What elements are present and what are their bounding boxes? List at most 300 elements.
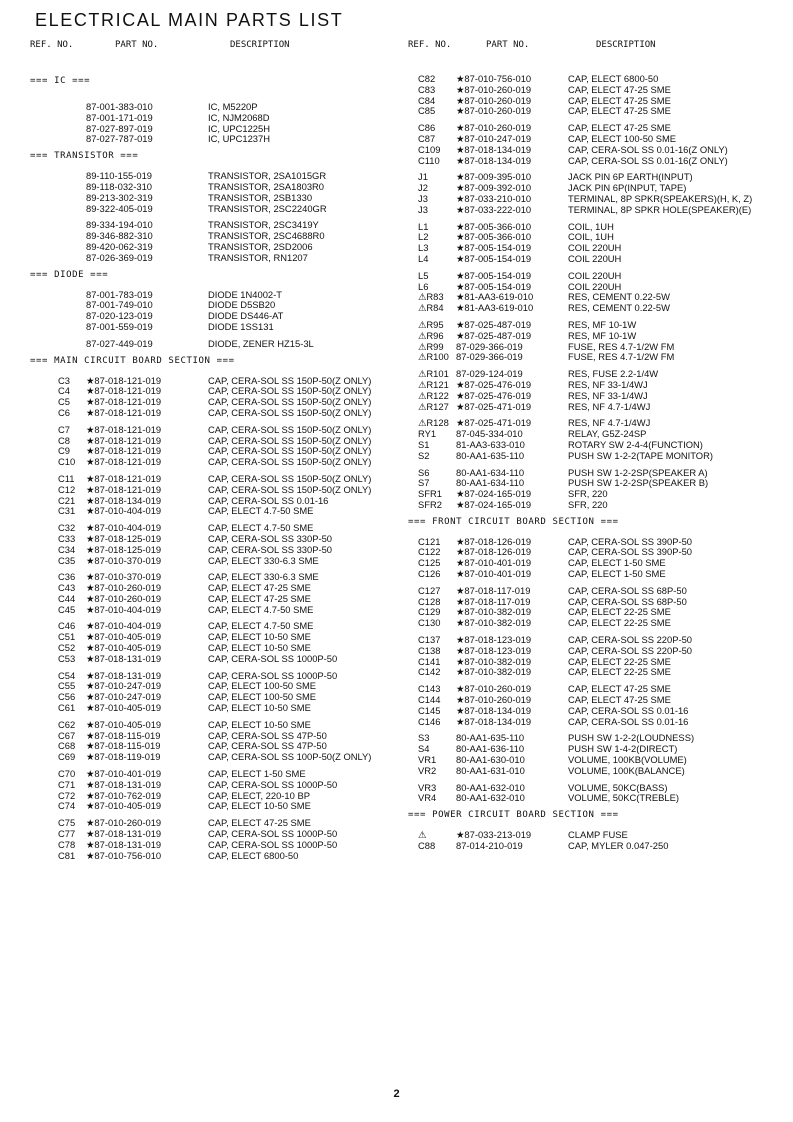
part-no: ★87-010-260-019 [456, 94, 532, 106]
part-no: ★87-010-404-019 [86, 505, 162, 517]
ref-no: VR3 [418, 781, 437, 793]
part-no: ★87-018-134-019 [456, 143, 532, 155]
description: TRANSISTOR, 2SC2240GR [208, 202, 327, 214]
ref-no: RY1 [418, 428, 437, 440]
description: CAP, CERA-SOL SS 150P-50(Z ONLY) [208, 472, 372, 484]
ref-no: C128 [418, 595, 441, 607]
part-no: ★87-018-121-019 [86, 483, 162, 495]
header-description: DESCRIPTION [596, 40, 656, 50]
part-no: ★87-033-213-019 [456, 829, 532, 841]
section-heading: === MAIN CIRCUIT BOARD SECTION === [30, 355, 235, 366]
ref-no: C62 [58, 718, 76, 730]
part-row [408, 331, 778, 342]
part-no: ★87-010-260-019 [456, 83, 532, 95]
part-row [408, 271, 778, 282]
description: TERMINAL, 8P SPKR(SPEAKERS)(H, K, Z) [568, 192, 753, 204]
ref-no: J1 [418, 171, 428, 183]
part-row [408, 254, 778, 265]
ref-no: C81 [58, 849, 76, 861]
ref-no: C138 [418, 644, 441, 656]
ref-no: ⚠R128 [418, 417, 449, 429]
ref-no: C69 [58, 751, 76, 763]
description: CAP, ELECT 47-25 SME [568, 122, 671, 134]
description: CAP, ELECT 100-50 SME [208, 691, 317, 703]
ref-no: S2 [418, 449, 430, 461]
description: COIL 220UH [568, 252, 622, 264]
ref-no: C75 [58, 817, 76, 829]
description: CAP, ELECT 47-25 SME [568, 94, 671, 106]
part-no: 87-001-383-010 [86, 101, 153, 112]
part-row [408, 618, 778, 629]
part-no: ★87-018-121-019 [86, 396, 162, 408]
part-no: ★81-AA3-619-010 [456, 302, 534, 314]
description: COIL 220UH [568, 242, 622, 254]
ref-no: C12 [58, 483, 76, 495]
ref-no: L2 [418, 231, 429, 243]
description: JACK PIN 6P EARTH(INPUT) [568, 171, 693, 183]
part-no: 81-AA3-633-010 [456, 438, 525, 450]
description: CAP, ELECT 47-25 SME [568, 83, 671, 95]
part-no: 80-AA1-630-010 [456, 754, 525, 766]
description: RES, MF 10-1W [568, 318, 637, 330]
ref-no: L4 [418, 252, 429, 264]
description: CAP, CERA-SOL SS 150P-50(Z ONLY) [208, 423, 372, 435]
part-no: ★87-010-370-019 [86, 571, 162, 583]
parts-column-left [30, 40, 395, 861]
part-no: ★87-010-260-019 [456, 683, 532, 695]
part-no: ★87-005-154-019 [456, 242, 532, 254]
part-no: ★87-018-131-019 [86, 652, 162, 664]
ref-no: C10 [58, 456, 76, 468]
description: CAP, ELECT 330-6.3 SME [208, 571, 319, 583]
part-row [408, 451, 778, 462]
part-no: ★87-018-125-019 [86, 543, 162, 555]
description: CAP, ELECT, 220-10 BP [208, 789, 310, 801]
part-no: 87-027-787-019 [86, 133, 153, 145]
ref-no: C35 [58, 554, 76, 566]
ref-no: C67 [58, 729, 76, 741]
description: CAP, MYLER 0.047-250 [568, 840, 669, 852]
description: CAP, CERA-SOL SS 0.01-16 [208, 494, 329, 506]
part-no: ★87-025-487-019 [456, 318, 532, 330]
description: SFR, 220 [568, 498, 608, 510]
description: CAP, CERA-SOL SS 150P-50(Z ONLY) [208, 396, 372, 408]
description: CAP, ELECT 22-25 SME [568, 655, 671, 667]
part-row [408, 717, 778, 728]
part-row [30, 204, 395, 215]
part-row [30, 113, 395, 124]
part-no: ★87-010-260-019 [86, 817, 162, 829]
description: CAP, CERA-SOL SS 150P-50(Z ONLY) [208, 483, 372, 495]
part-no: 87-027-897-019 [86, 122, 153, 134]
column-header [408, 40, 778, 54]
ref-no: C72 [58, 789, 76, 801]
part-no: ★87-010-260-019 [86, 592, 162, 604]
part-no: ★87-005-366-010 [456, 220, 532, 232]
part-no: ★87-018-123-019 [456, 644, 532, 656]
part-row [30, 506, 395, 517]
description: VOLUME, 100K(BALANCE) [568, 764, 685, 776]
part-no: ★87-010-247-019 [86, 691, 162, 703]
part-row [30, 457, 395, 468]
description: JACK PIN 6P(INPUT, TAPE) [568, 182, 687, 194]
description: CAP, CERA-SOL SS 1000P-50 [208, 778, 338, 790]
part-no: ★87-018-115-019 [86, 729, 161, 741]
part-no: ★87-010-404-019 [86, 620, 162, 632]
part-row [30, 605, 395, 616]
part-no: 80-AA1-635-110 [456, 732, 525, 744]
ref-no: ⚠R96 [418, 329, 444, 341]
description: CAP, ELECT 10-50 SME [208, 702, 311, 714]
description: CAP, ELECT 1-50 SME [568, 557, 666, 569]
ref-no: C46 [58, 620, 76, 632]
ref-no: L3 [418, 242, 429, 254]
part-no: ★87-033-222-010 [456, 203, 532, 215]
description: CAP, CERA-SOL SS 0.01-16 [568, 715, 689, 727]
ref-no: S6 [418, 466, 430, 478]
part-row [408, 106, 778, 117]
description: CAP, CERA-SOL SS 0.01-16(Z ONLY) [568, 154, 728, 166]
ref-no: C88 [418, 840, 436, 852]
section-heading: === IC === [30, 76, 91, 86]
part-no: 80-AA1-632-010 [456, 792, 525, 804]
ref-no: C5 [58, 396, 70, 408]
description: CAP, CERA-SOL SS 1000P-50 [208, 838, 338, 850]
description: CAP, ELECT 1-50 SME [568, 568, 666, 580]
part-no: ★87-018-126-019 [456, 546, 532, 558]
description: VOLUME, 50KC(BASS) [568, 781, 668, 793]
ref-no: S1 [418, 438, 430, 450]
part-no: ★87-010-401-019 [456, 557, 532, 569]
part-no: ★87-018-117-019 [456, 584, 531, 596]
ref-no: C110 [418, 154, 440, 166]
ref-no: C83 [418, 83, 436, 95]
part-row [30, 545, 395, 556]
description: RES, MF 10-1W [568, 329, 637, 341]
parts-list-right [408, 74, 778, 852]
parts-list-left [30, 74, 395, 861]
part-no: ★87-018-131-019 [86, 828, 162, 840]
part-row [408, 667, 778, 678]
description: CAP, CERA-SOL SS 330P-50 [208, 543, 333, 555]
description: CAP, CERA-SOL SS 0.01-16(Z ONLY) [568, 143, 728, 155]
ref-no: C34 [58, 543, 76, 555]
part-no: ★87-010-401-019 [456, 568, 532, 580]
ref-no: C43 [58, 582, 76, 594]
ref-no: C144 [418, 694, 441, 706]
part-row [30, 752, 395, 763]
description: CAP, ELECT 10-50 SME [208, 718, 311, 730]
ref-no: L6 [418, 280, 429, 292]
ref-no: C52 [58, 642, 76, 654]
part-row [408, 85, 778, 96]
part-no: ★87-025-476-019 [456, 378, 532, 390]
part-row [30, 801, 395, 812]
description: PUSH SW 1-4-2(DIRECT) [568, 743, 678, 755]
part-no: ★87-018-126-019 [456, 535, 532, 547]
ref-no: C142 [418, 666, 441, 678]
ref-no: C125 [418, 557, 441, 569]
part-no: ★87-010-762-019 [86, 789, 162, 801]
ref-no: C44 [58, 592, 76, 604]
description: CAP, ELECT 4.7-50 SME [208, 505, 314, 517]
description: PUSH SW 1-2-2SP(SPEAKER B) [568, 477, 709, 489]
section-heading: === DIODE === [30, 269, 109, 280]
description: DIODE, ZENER HZ15-3L [208, 337, 314, 349]
ref-no: C61 [58, 702, 76, 714]
ref-no: ⚠R95 [418, 318, 444, 330]
description: FUSE, RES 4.7-1/2W FM [568, 351, 675, 363]
part-no: 89-420-062-319 [86, 240, 153, 252]
part-no: 87-001-783-019 [86, 288, 153, 300]
ref-no: J3 [418, 203, 428, 215]
part-row [30, 654, 395, 665]
description: CAP, CERA-SOL SS 47P-50 [208, 740, 327, 752]
part-no: ★87-018-121-019 [86, 423, 162, 435]
description: CAP, ELECT 330-6.3 SME [208, 554, 319, 566]
ref-no: C3 [58, 374, 70, 386]
part-no: 87-029-366-019 [456, 351, 523, 363]
description: CAP, ELECT 10-50 SME [208, 800, 311, 812]
ref-no: C7 [58, 423, 70, 435]
description: IC, UPC1225H [208, 122, 271, 134]
part-no: ★87-010-382-019 [456, 606, 532, 618]
ref-no: C8 [58, 434, 70, 446]
part-row [30, 425, 395, 436]
description: CAP, ELECT 22-25 SME [568, 666, 671, 678]
ref-no: C87 [418, 132, 436, 144]
ref-no: C109 [418, 143, 441, 155]
description: CAP, ELECT 47-25 SME [568, 683, 671, 695]
description: COIL, 1UH [568, 220, 614, 232]
part-row [30, 322, 395, 333]
part-no: ★87-005-366-010 [456, 231, 532, 243]
part-row [408, 303, 778, 314]
part-no: ★87-025-471-019 [456, 400, 532, 412]
description: IC, NJM2068D [208, 111, 270, 123]
section-heading: === FRONT CIRCUIT BOARD SECTION === [408, 516, 619, 527]
section-heading: === POWER CIRCUIT BOARD SECTION === [408, 810, 619, 821]
description: SFR, 220 [568, 488, 608, 500]
ref-no: C11 [58, 472, 75, 484]
description: CAP, ELECT 6800-50 [208, 849, 299, 861]
description: CAP, CERA-SOL SS 1000P-50 [208, 828, 338, 840]
part-row [30, 134, 395, 145]
description: VOLUME, 100KB(VOLUME) [568, 754, 687, 766]
part-no: ★87-010-405-019 [86, 642, 162, 654]
description: IC, UPC1237H [208, 133, 271, 145]
part-no: ★87-010-401-019 [86, 768, 162, 780]
ref-no: C85 [418, 105, 436, 117]
ref-no: C141 [418, 655, 441, 667]
part-no: ★87-024-165-019 [456, 498, 532, 510]
part-row [30, 485, 395, 496]
part-row [408, 793, 778, 804]
part-no: ★87-010-382-019 [456, 666, 532, 678]
ref-no: C121 [418, 535, 441, 547]
ref-no: C78 [58, 838, 76, 850]
part-row [30, 840, 395, 851]
part-no: ★87-018-131-019 [86, 778, 162, 790]
part-no: ★87-018-121-019 [86, 406, 162, 418]
part-no: 80-AA1-634-110 [456, 477, 525, 489]
description: TRANSISTOR, RN1207 [208, 251, 308, 263]
description: RES, NF 4.7-1/4WJ [568, 400, 651, 412]
part-no: ★87-010-405-019 [86, 631, 162, 643]
part-row [30, 339, 395, 350]
part-no: ★87-010-404-019 [86, 603, 162, 615]
part-no: ★87-010-405-019 [86, 718, 162, 730]
part-row [408, 841, 778, 852]
part-no: ★87-018-121-019 [86, 472, 162, 484]
description: CAP, CERA-SOL SS 68P-50 [568, 595, 687, 607]
ref-no: ⚠R100 [418, 351, 449, 363]
description: VOLUME, 50KC(TREBLE) [568, 792, 679, 804]
part-no: 89-322-405-019 [86, 202, 153, 214]
part-no: ★87-010-260-019 [456, 122, 532, 134]
part-no: 87-027-449-019 [86, 337, 153, 349]
ref-no: SFR2 [418, 498, 442, 510]
description: COIL, 1UH [568, 231, 614, 243]
description: RES, NF 33-1/4WJ [568, 389, 648, 401]
ref-no: C137 [418, 634, 441, 646]
part-no: 89-334-194-010 [86, 219, 153, 231]
part-row [408, 145, 778, 156]
ref-no: C126 [418, 568, 441, 580]
part-no: ★87-018-119-019 [86, 751, 161, 763]
description: CAP, ELECT 22-25 SME [568, 606, 671, 618]
part-no: ★87-010-247-019 [86, 680, 162, 692]
description: COIL 220UH [568, 280, 622, 292]
ref-no: C31 [58, 505, 76, 517]
description: TERMINAL, 8P SPKR HOLE(SPEAKER)(E) [568, 203, 752, 215]
part-no: 80-AA1-631-010 [456, 764, 525, 776]
part-no: ★87-010-260-019 [456, 105, 532, 117]
part-no: 87-045-334-010 [456, 428, 523, 440]
ref-no: S7 [418, 477, 430, 489]
description: CAP, ELECT 100-50 SME [568, 132, 677, 144]
description: CAP, CERA-SOL SS 0.01-16 [568, 704, 689, 716]
part-no: 87-014-210-019 [456, 840, 523, 852]
description: CAP, CERA-SOL SS 330P-50 [208, 532, 333, 544]
description: RES, NF 4.7-1/4WJ [568, 417, 651, 429]
part-no: 80-AA1-634-110 [456, 466, 525, 478]
part-no: ★87-010-756-010 [456, 73, 532, 84]
ref-no: ⚠R83 [418, 291, 444, 303]
description: CAP, CERA-SOL SS 390P-50 [568, 535, 693, 547]
description: TRANSISTOR, 2SD2006 [208, 240, 313, 252]
description: CAP, CERA-SOL SS 390P-50 [568, 546, 693, 558]
description: DIODE 1SS131 [208, 320, 274, 332]
ref-no: C54 [58, 669, 76, 681]
ref-no: C70 [58, 768, 76, 780]
description: CAP, ELECT 4.7-50 SME [208, 620, 314, 632]
part-row [408, 391, 778, 402]
part-no: ★87-010-405-019 [86, 702, 162, 714]
part-no: 89-118-032-310 [86, 180, 153, 192]
part-no: ★87-009-392-010 [456, 182, 532, 194]
part-row [30, 851, 395, 862]
header-ref-no: REF. NO. [408, 40, 452, 50]
part-no: ★87-010-370-019 [86, 554, 162, 566]
ref-no: C145 [418, 704, 441, 716]
description: CAP, CERA-SOL SS 220P-50 [568, 644, 693, 656]
description: CAP, CERA-SOL SS 150P-50(Z ONLY) [208, 374, 372, 386]
part-no: ★87-025-476-019 [456, 389, 532, 401]
description: CAP, CERA-SOL SS 68P-50 [568, 584, 687, 596]
part-no: ★87-018-121-019 [86, 434, 162, 446]
ref-no: ⚠ [418, 829, 427, 841]
part-no: ★87-018-134-019 [456, 704, 532, 716]
description: PUSH SW 1-2-2(TAPE MONITOR) [568, 449, 713, 461]
description: CAP, ELECT 10-50 SME [208, 642, 311, 654]
part-no: ★87-018-134-019 [86, 494, 162, 506]
description: COIL 220UH [568, 269, 622, 281]
ref-no: C146 [418, 715, 441, 727]
part-no: ★81-AA3-619-010 [456, 291, 534, 303]
page-title: ELECTRICAL MAIN PARTS LIST [35, 10, 344, 30]
part-no: 87-029-366-019 [456, 340, 523, 352]
part-no: ★87-024-165-019 [456, 488, 532, 500]
description: CAP, CERA-SOL SS 1000P-50 [208, 669, 338, 681]
description: CAP, CERA-SOL SS 150P-50(Z ONLY) [208, 385, 372, 397]
description: FUSE, RES 4.7-1/2W FM [568, 340, 675, 352]
part-no: ★87-018-117-019 [456, 595, 531, 607]
ref-no: C4 [58, 385, 70, 397]
part-row [408, 156, 778, 167]
part-row [30, 253, 395, 264]
part-no: ★87-018-121-019 [86, 374, 162, 386]
ref-no: C68 [58, 740, 76, 752]
ref-no: L5 [418, 269, 429, 281]
header-part-no: PART NO. [115, 40, 159, 50]
description: TRANSISTOR, 2SA1015GR [208, 170, 327, 182]
ref-no: C74 [58, 800, 76, 812]
ref-no: C82 [418, 73, 436, 84]
ref-no: C51 [58, 631, 76, 643]
header-ref-no: REF. NO. [30, 40, 74, 50]
part-no: ★87-018-121-019 [86, 445, 162, 457]
part-no: 80-AA1-635-110 [456, 449, 525, 461]
header-part-no: PART NO. [486, 40, 530, 50]
ref-no: C21 [58, 494, 76, 506]
part-no: ★87-033-210-010 [456, 192, 532, 204]
description: CAP, ELECT 47-25 SME [208, 817, 311, 829]
part-no: 87-001-171-019 [86, 111, 153, 123]
description: TRANSISTOR, 2SA1803R0 [208, 180, 325, 192]
ref-no: C36 [58, 571, 76, 583]
ref-no: ⚠R122 [418, 389, 449, 401]
part-no: ★87-010-756-010 [86, 849, 162, 861]
ref-no: C55 [58, 680, 76, 692]
part-no: ★87-018-131-019 [86, 669, 162, 681]
ref-no: C6 [58, 406, 70, 418]
part-row [408, 205, 778, 216]
part-no: ★87-010-260-019 [456, 694, 532, 706]
description: CAP, ELECT 47-25 SME [568, 694, 671, 706]
part-no: ★87-010-405-019 [86, 800, 162, 812]
description: RES, CEMENT 0.22-5W [568, 302, 670, 314]
part-row [408, 766, 778, 777]
description: RES, NF 33-1/4WJ [568, 378, 648, 390]
ref-no: ⚠R121 [418, 378, 449, 390]
description: CAP, CERA-SOL SS 47P-50 [208, 729, 327, 741]
ref-no: ⚠R101 [418, 368, 449, 380]
description: CAP, ELECT 6800-50 [568, 73, 659, 84]
ref-no: VR4 [418, 792, 437, 804]
description: DIODE 1N4002-T [208, 288, 282, 300]
description: CAP, ELECT 47-25 SME [568, 105, 671, 117]
